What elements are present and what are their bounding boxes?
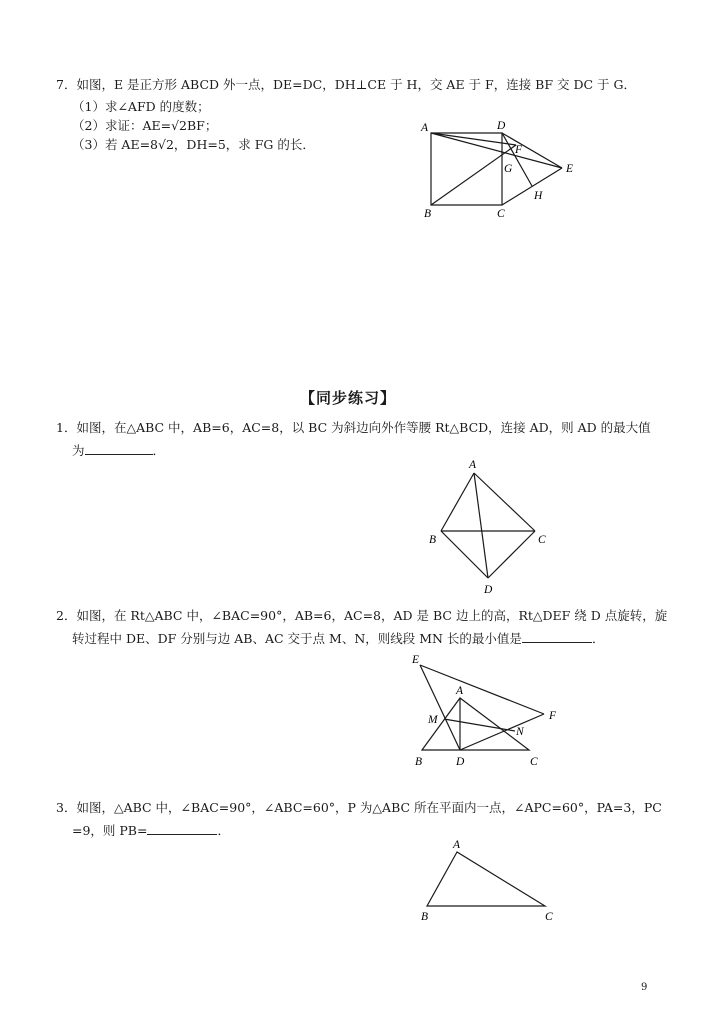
label-B: B xyxy=(421,911,429,923)
label-D: D xyxy=(484,584,493,596)
triangle-abc xyxy=(427,852,545,906)
label-B: B xyxy=(424,208,432,220)
label-E: E xyxy=(412,654,420,666)
label-A: A xyxy=(453,839,461,851)
label-A: A xyxy=(456,685,464,697)
label-M: M xyxy=(428,714,438,726)
label-E: E xyxy=(566,163,574,175)
page-number: 9 xyxy=(641,982,648,993)
label-N: N xyxy=(516,726,524,738)
label-A: A xyxy=(421,122,429,134)
label-D: D xyxy=(497,120,506,132)
section-title: 【同步练习】 xyxy=(300,389,397,407)
label-C: C xyxy=(545,911,553,923)
exercise3-line1: 3．如图，△ABC 中，∠BAC=90°，∠ABC=60°，P 为△ABC 所在平面内一点，∠APC=60°，PA=3，PC xyxy=(56,800,662,815)
label-G: G xyxy=(504,163,513,175)
exercise3-line2: =9，则 PB= ． xyxy=(72,823,230,838)
label-C: C xyxy=(497,208,505,220)
label-C: C xyxy=(538,534,546,546)
exercise1-line2: 为 ． xyxy=(72,443,166,458)
label-C: C xyxy=(530,756,538,768)
label-H: H xyxy=(534,190,543,202)
problem7-question-2: （2）求证：AE=√2BF； xyxy=(72,118,218,133)
label-D: D xyxy=(456,756,465,768)
exercise2-line2: 转过程中 DE、DF 分别与边 AB、AC 交于点 M、N，则线段 MN 长的最小值是 ． xyxy=(72,631,605,646)
problem7-question-1: （1）求∠AFD 的度数； xyxy=(72,99,210,114)
label-F: F xyxy=(515,144,523,156)
label-F: F xyxy=(549,710,557,722)
problem7-stem: 7．如图，E 是正方形 ABCD 外一点，DE=DC，DH⊥CE 于 H，交 AE 于 F，连接 BF 交 DC 于 G． xyxy=(56,77,636,92)
exercise2-line1: 2．如图，在 Rt△ABC 中，∠BAC=90°，AB=6，AC=8，AD 是 BC 边上的高，Rt△DEF 绕 D 点旋转，旋 xyxy=(56,608,668,623)
label-B: B xyxy=(429,534,437,546)
label-A: A xyxy=(469,459,477,471)
label-B: B xyxy=(415,756,423,768)
exercise1-line1: 1．如图，在△ABC 中，AB=6，AC=8，以 BC 为斜边向外作等腰 Rt△BCD，连接 AD，则 AD 的最大值 xyxy=(56,420,651,435)
problem7-question-3: （3）若 AE=8√2，DH=5，求 FG 的长． xyxy=(72,137,315,152)
